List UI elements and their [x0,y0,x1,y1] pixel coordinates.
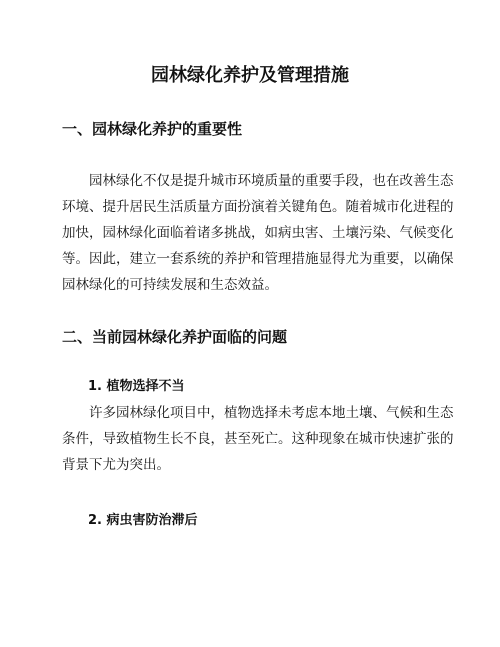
subsection-1-heading: 1. 植物选择不当 [88,379,185,394]
paragraph-line: 园林绿化的可持续发展和生态效益。 [62,277,278,293]
document-title: 园林绿化养护及管理措施 [151,65,349,86]
subsection-2-heading: 2. 病虫害防治滞后 [88,513,198,528]
paragraph-line: 条件，导致植物生长不良，甚至死亡。这种现象在城市快速扩张的 [62,431,454,447]
subsection-1-paragraph [62,400,454,478]
paragraph-line: 许多园林绿化项目中，植物选择未考虑本地土壤、气候和生态 [89,405,454,421]
paragraph-line: 加快，园林绿化面临着诸多挑战，如病虫害、土壤污染、气候变化 [62,225,454,241]
paragraph-line: 背景下尤为突出。 [62,457,170,473]
paragraph-line: 等。因此，建立一套系统的养护和管理措施显得尤为重要，以确保 [62,251,454,267]
section-2-heading: 二、当前园林绿化养护面临的问题 [62,328,288,346]
section-1-paragraph [62,168,454,298]
section-1-heading: 一、园林绿化养护的重要性 [62,120,243,138]
paragraph-line: 园林绿化不仅是提升城市环境质量的重要手段，也在改善生态 [89,173,454,189]
paragraph-line: 环境、提升居民生活质量方面扮演着关键角色。随着城市化进程的 [62,199,454,215]
